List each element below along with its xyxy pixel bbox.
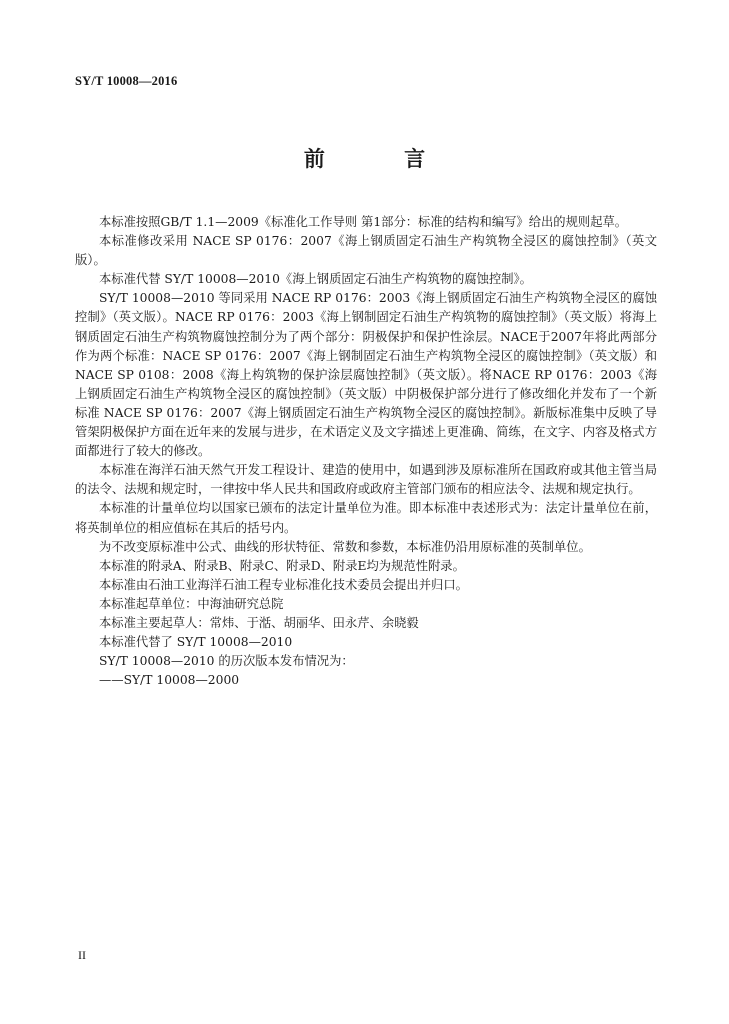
document-code-header: SY/T 10008—2016	[75, 74, 178, 88]
paragraph-regulations: 本标准在海洋石油天然气开发工程设计、建造的使用中，如遇到涉及原标准所在国政府或其他主管当局的法令、法规和规定时，一律按中华人民共和国政府或政府主管部门颁布的相应法令、法规和规定执行。	[75, 463, 657, 497]
paragraph-drafters: 本标准主要起草人：常炜、于湉、胡丽华、田永芹、余晓毅	[99, 615, 419, 630]
paragraph-replaces: 本标准代替 SY/T 10008—2010《海上钢质固定石油生产构筑物的腐蚀控制》。	[99, 272, 532, 287]
paragraph-version-history-intro: SY/T 10008—2010 的历次版本发布情况为：	[99, 654, 354, 669]
paragraph-version-history-item: ——SY/T 10008—2000	[99, 673, 240, 688]
paragraph-replaced-version: 本标准代替了 SY/T 10008—2010	[99, 635, 293, 650]
page-number: II	[78, 948, 86, 962]
page-title: 前 言	[303, 147, 462, 171]
paragraph-annexes: 本标准的附录A、附录B、附录C、附录D、附录E均为规范性附录。	[99, 558, 465, 573]
paragraph-history-detail: SY/T 10008—2010 等同采用 NACE RP 0176：2003《海上钢质固定石油生产构筑物全浸区的腐蚀控制》（英文版）。NACE RP 0176：2003《海上钢制固定石油生产构筑物的腐蚀控制》（英文版）将海上钢质固定石油生产构筑物腐蚀控制分为了两个部分：阴极保护和保护性涂层。NACE于2007年将此两部分作为两个标准：NACE SP 0176：2007《海上钢制固定石油生产构筑物全浸区的腐蚀控制》（英文版）和 NACE SP 0108：2008《海上构筑物的保护涂层腐蚀控制》（英文版）。将NACE RP 0176：2003《海上钢质固定石油生产构筑物全浸区的腐蚀控制》（英文版）中阴极保护部分进行了修改细化并发布了一个新标准 NACE SP 0176：2007《海上钢质固定石油生产构筑物全浸区的腐蚀控制》。新版标准集中反映了导管架阴极保护方面在近年来的发展与进步，在术语定义及文字描述上更准确、简练，在文字、内容及格式方面都进行了较大的修改。	[75, 291, 657, 459]
paragraph-drafting-rules: 本标准按照GB/T 1.1—2009《标准化工作导则 第1部分：标准的结构和编写》给出的规则起草。	[99, 215, 628, 229]
paragraph-imperial-units: 为不改变原标准中公式、曲线的形状特征、常数和参数，本标准仍沿用原标准的英制单位。	[99, 539, 591, 554]
foreword-body	[75, 213, 657, 690]
paragraph-modified-adoption: 本标准修改采用 NACE SP 0176：2007《海上钢质固定石油生产构筑物全浸区的腐蚀控制》（英文版）。	[75, 234, 657, 268]
paragraph-proposed-by: 本标准由石油工业海洋石油工程专业标准化技术委员会提出并归口。	[99, 577, 468, 592]
paragraph-units: 本标准的计量单位均以国家已颁布的法定计量单位为准。即本标准中表述形式为：法定计量单位在前，将英制单位的相应值标在其后的括号内。	[75, 501, 657, 535]
paragraph-drafting-unit: 本标准起草单位：中海油研究总院	[99, 596, 284, 611]
